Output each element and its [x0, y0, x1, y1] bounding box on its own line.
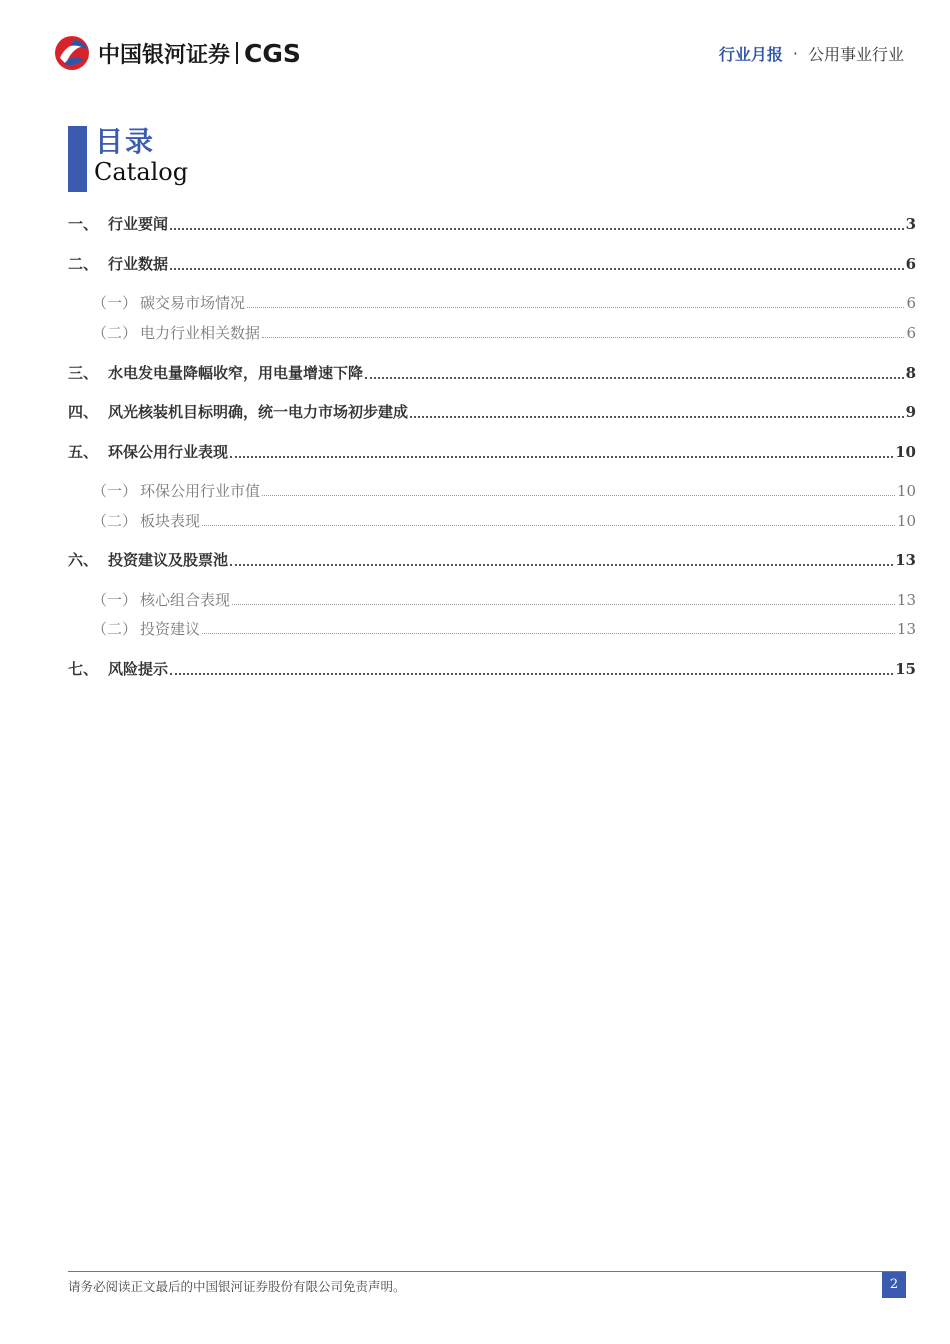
toc-number: 一、 — [68, 215, 99, 233]
toc-leader — [365, 377, 904, 379]
toc-entry[interactable] — [68, 213, 916, 234]
toc-number: （一） — [92, 482, 138, 500]
toc-title: 环保公用行业表现 — [108, 443, 229, 461]
toc-title: 碳交易市场情况 — [140, 294, 246, 312]
toc-page: 15 — [895, 660, 916, 678]
catalog-title-cn: 目录 — [95, 125, 156, 158]
toc-title: 投资建议及股票池 — [108, 551, 229, 569]
toc-number: （二） — [92, 620, 138, 638]
toc-page: 10 — [896, 482, 916, 500]
toc-page: 6 — [905, 255, 916, 273]
toc-page: 13 — [896, 591, 916, 609]
toc-leader — [170, 268, 904, 270]
toc-page: 6 — [906, 294, 916, 312]
toc-title: 电力行业相关数据 — [140, 324, 261, 342]
toc-entry[interactable] — [68, 441, 916, 462]
toc-page: 13 — [895, 551, 916, 569]
footer-divider — [68, 1271, 906, 1272]
toc-subentry[interactable] — [68, 510, 916, 531]
toc-page: 3 — [905, 215, 916, 233]
company-name: 中国银河证券 — [98, 42, 231, 68]
toc-subentry[interactable] — [68, 618, 916, 639]
toc-leader — [202, 525, 895, 526]
company-abbr: CGS — [244, 38, 301, 68]
toc-number: 二、 — [68, 255, 99, 273]
toc-page: 8 — [905, 364, 916, 382]
toc-subentry[interactable] — [68, 480, 916, 501]
toc-page: 6 — [906, 324, 916, 342]
toc-page: 13 — [896, 620, 916, 638]
toc-number: 三、 — [68, 364, 99, 382]
toc-subentry[interactable] — [68, 589, 916, 610]
logo-divider — [236, 42, 238, 64]
toc-title: 环保公用行业市值 — [140, 482, 261, 500]
toc-title: 风险提示 — [108, 660, 169, 678]
toc-subentry[interactable] — [68, 322, 916, 343]
toc-title: 行业要闻 — [108, 215, 169, 233]
toc-title: 核心组合表现 — [140, 591, 231, 609]
page-header — [0, 0, 950, 90]
catalog-accent-bar — [68, 126, 87, 192]
report-separator: · — [792, 44, 798, 63]
disclaimer-text: 请务必阅读正文最后的中国银河证券股份有限公司免责声明。 — [68, 1279, 406, 1294]
toc-leader — [232, 604, 895, 605]
toc-number: 七、 — [68, 660, 99, 678]
toc-title: 行业数据 — [108, 255, 169, 273]
toc-entry[interactable] — [68, 658, 916, 679]
toc-leader — [410, 416, 904, 418]
toc-entry[interactable] — [68, 253, 916, 274]
toc-title: 水电发电量降幅收窄，用电量增速下降 — [108, 364, 364, 382]
cgs-logo-icon — [52, 34, 92, 72]
toc-entry[interactable] — [68, 549, 916, 570]
toc-title: 投资建议 — [140, 620, 201, 638]
toc-number: （二） — [92, 512, 138, 530]
toc-entry[interactable] — [68, 401, 916, 422]
report-industry: 公用事业行业 — [807, 45, 904, 64]
toc-number: （一） — [92, 591, 138, 609]
toc-leader — [262, 495, 895, 496]
toc-leader — [262, 337, 904, 338]
toc-leader — [170, 673, 893, 675]
toc-page: 10 — [895, 443, 916, 461]
toc-leader — [230, 564, 893, 566]
toc-number: 五、 — [68, 443, 99, 461]
toc-leader — [170, 228, 904, 230]
toc-number: （二） — [92, 324, 138, 342]
toc-number: （一） — [92, 294, 138, 312]
toc-leader — [230, 456, 893, 458]
toc-page: 9 — [905, 403, 916, 421]
toc-entry[interactable] — [68, 362, 916, 383]
toc-leader — [202, 633, 895, 634]
catalog-title-en: Catalog — [94, 158, 189, 186]
report-meta — [719, 42, 904, 65]
toc-page: 10 — [896, 512, 916, 530]
report-type: 行业月报 — [718, 45, 783, 64]
toc-title: 风光核装机目标明确，统一电力市场初步建成 — [108, 403, 409, 421]
toc-subentry[interactable] — [68, 292, 916, 313]
toc-number: 四、 — [68, 403, 99, 421]
page-number-badge: 2 — [882, 1272, 906, 1298]
toc-leader — [247, 307, 904, 308]
toc-title: 板块表现 — [140, 512, 201, 530]
toc-number: 六、 — [68, 551, 99, 569]
company-logo — [52, 34, 301, 72]
